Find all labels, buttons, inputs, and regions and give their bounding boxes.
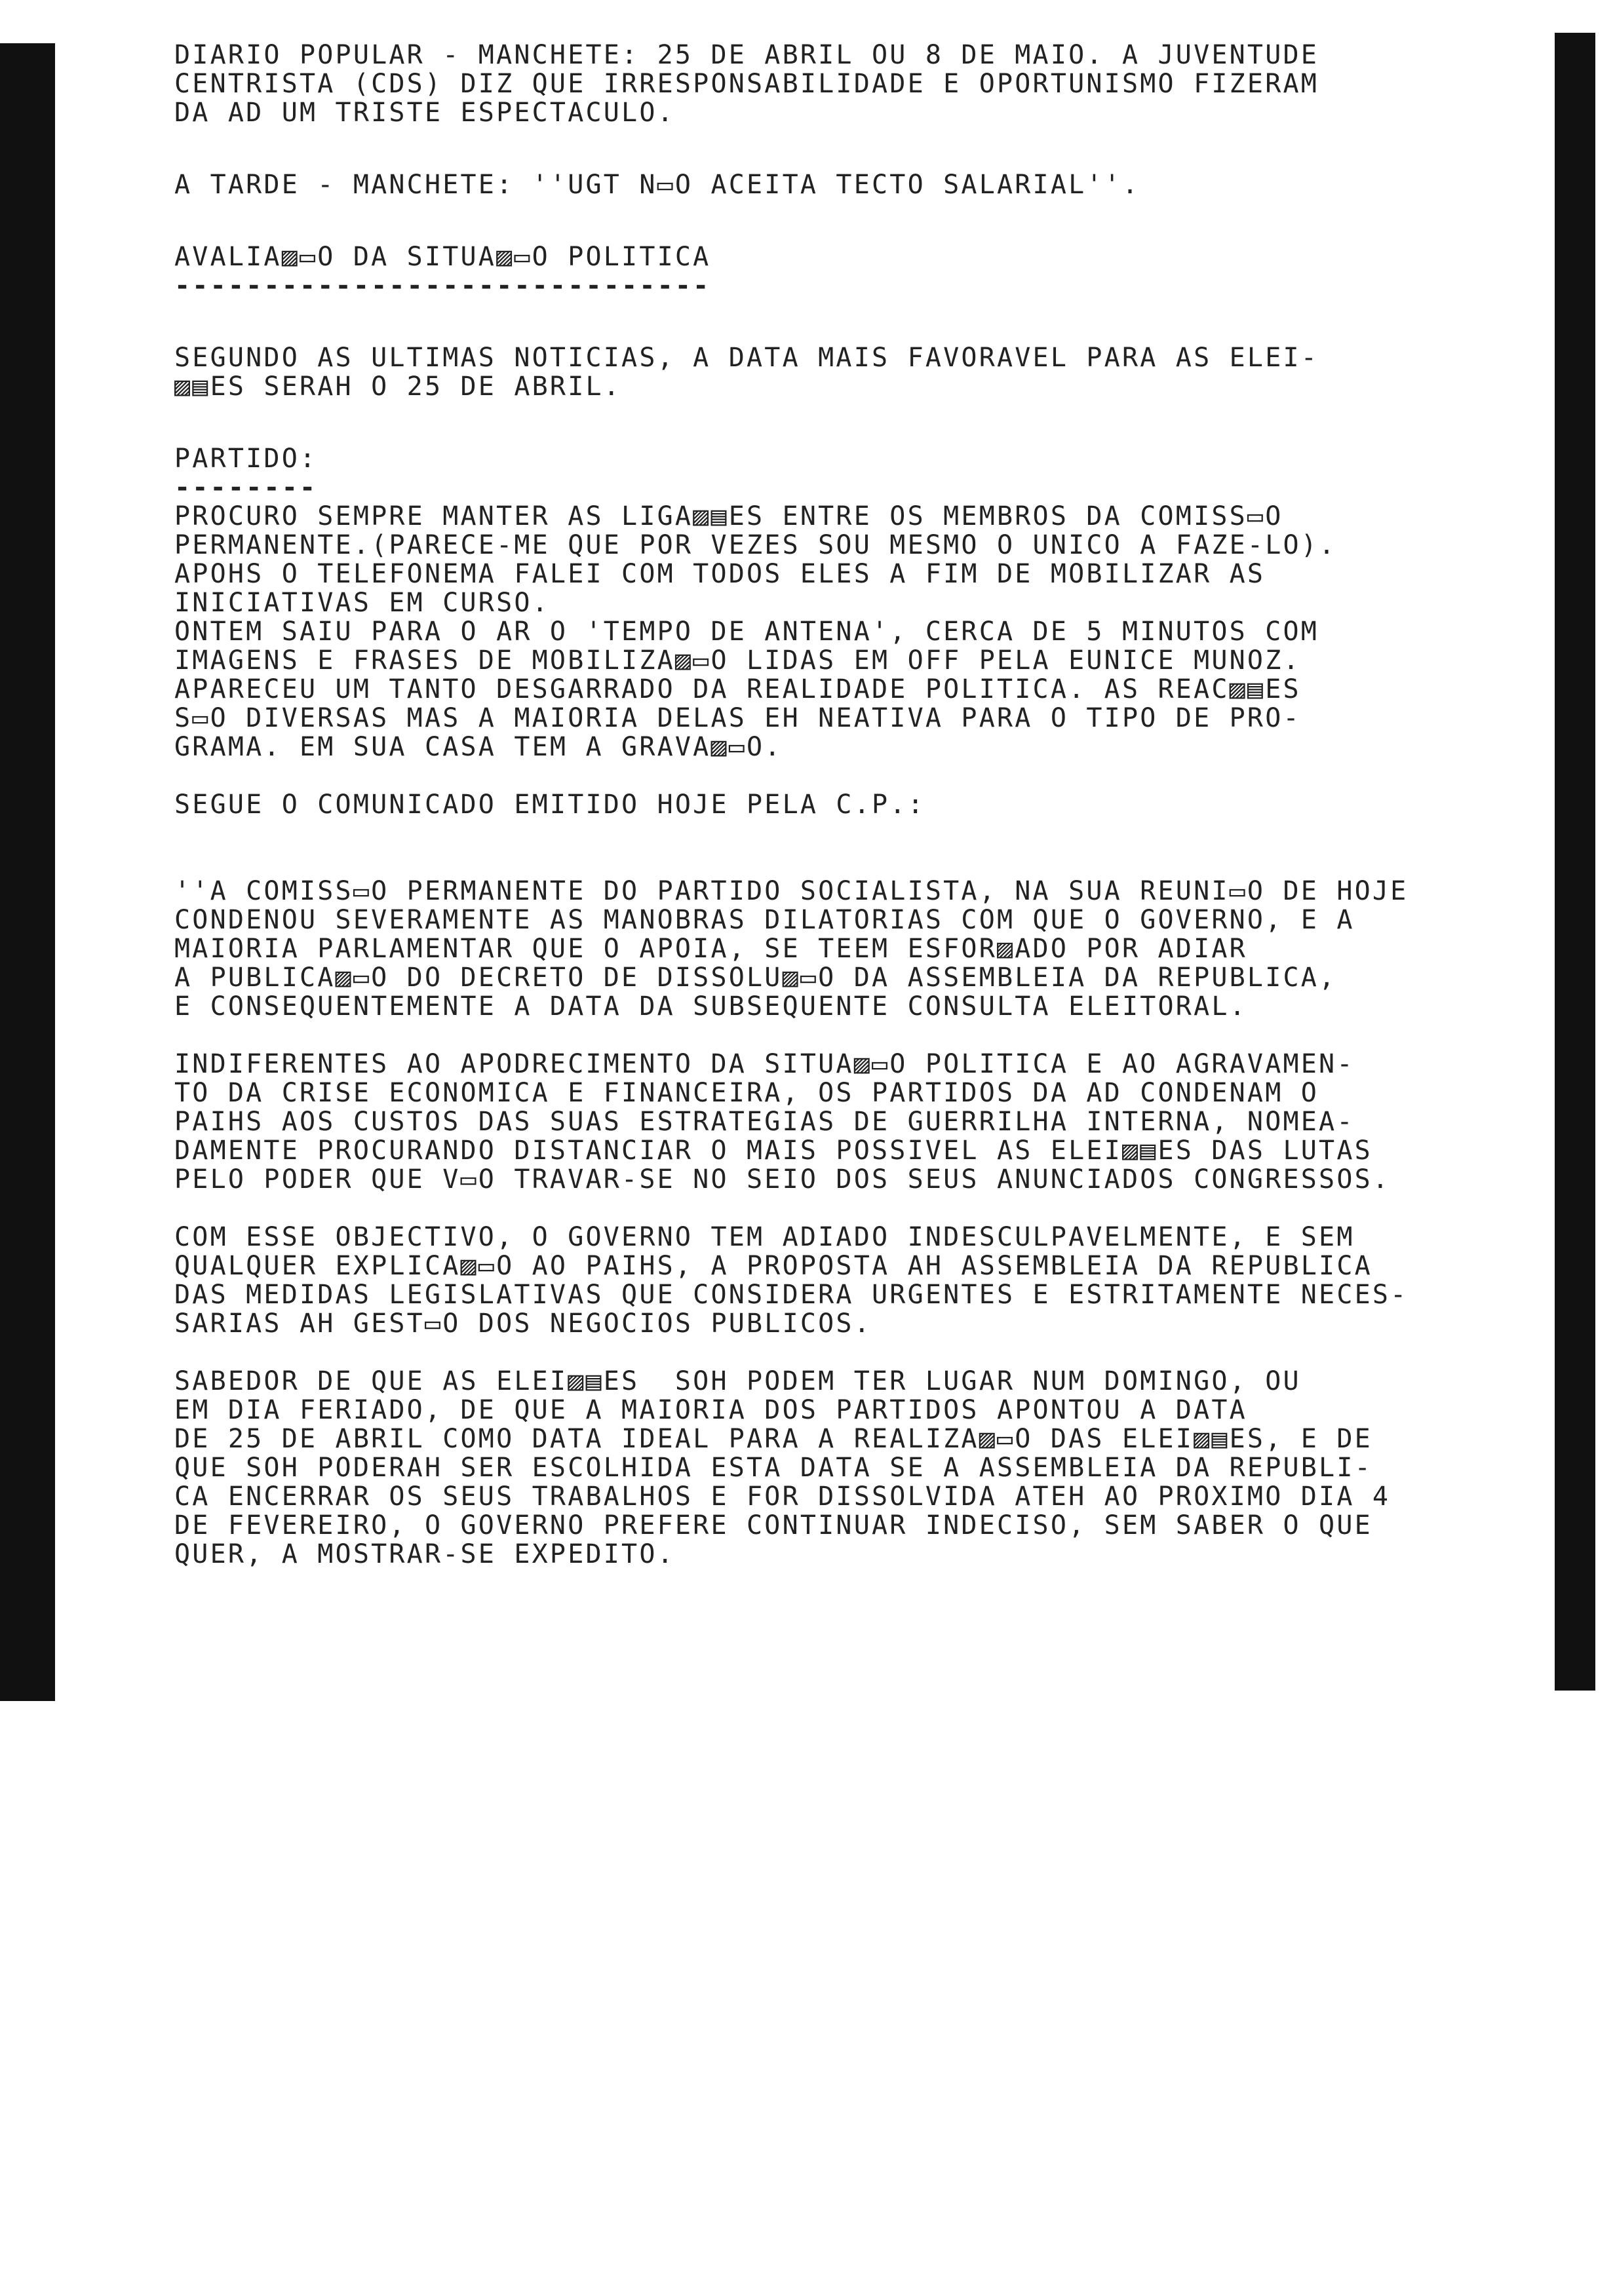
text-line: SABEDOR DE QUE AS ELEI▨▤ES SOH PODEM TER LUGAR NUM DOMINGO, OU xyxy=(174,1366,1301,1396)
text-line: EM DIA FERIADO, DE QUE A MAIORIA DOS PARTIDOS APONTOU A DATA xyxy=(174,1395,1247,1425)
text-line: ONTEM SAIU PARA O AR O 'TEMPO DE ANTENA', CERCA DE 5 MINUTOS COM xyxy=(174,617,1319,647)
text-line: ▨▤ES SERAH O 25 DE ABRIL. xyxy=(174,372,622,402)
text-line: PROCURO SEMPRE MANTER AS LIGA▨▤ES ENTRE OS MEMBROS DA COMISS▭O xyxy=(174,501,1283,531)
text-line: SARIAS AH GEST▭O DOS NEGOCIOS PUBLICOS. xyxy=(174,1309,872,1339)
text-line: INICIATIVAS EM CURSO. xyxy=(174,588,550,618)
text-line: IMAGENS E FRASES DE MOBILIZA▨▭O LIDAS EM OFF PELA EUNICE MUNOZ. xyxy=(174,645,1301,676)
partido-title: PARTIDO: xyxy=(174,444,318,474)
text-line: QUER, A MOSTRAR-SE EXPEDITO. xyxy=(174,1539,675,1569)
text-line: GRAMA. EM SUA CASA TEM A GRAVA▨▭O. xyxy=(174,732,783,762)
text-line: QUALQUER EXPLICA▨▭O AO PAIHS, A PROPOSTA AH ASSEMBLEIA DA REPUBLICA xyxy=(174,1251,1372,1281)
text-line: TO DA CRISE ECONOMICA E FINANCEIRA, OS PARTIDOS DA AD CONDENAM O xyxy=(174,1078,1319,1108)
partido-underline: -------- xyxy=(174,472,318,503)
text-line: CA ENCERRAR OS SEUS TRABALHOS E FOR DISSOLVIDA ATEH AO PROXIMO DIA 4 xyxy=(174,1482,1391,1512)
comunicado-paragraph-3 xyxy=(174,1223,1544,1338)
typewritten-document xyxy=(174,41,1544,1569)
text-line: DE 25 DE ABRIL COMO DATA IDEAL PARA A REALIZA▨▭O DAS ELEI▨▤ES, E DE xyxy=(174,1424,1372,1454)
text-line: DIARIO POPULAR - MANCHETE: 25 DE ABRIL OU 8 DE MAIO. A JUVENTUDE xyxy=(174,40,1319,70)
text-line: ''A COMISS▭O PERMANENTE DO PARTIDO SOCIALISTA, NA SUA REUNI▭O DE HOJE xyxy=(174,876,1409,906)
comunicado-paragraph-2 xyxy=(174,1050,1544,1194)
scan-edge-left xyxy=(0,43,55,1701)
text-line: APARECEU UM TANTO DESGARRADO DA REALIDADE POLITICA. AS REAC▨▤ES xyxy=(174,674,1301,704)
section-underline: ------------------------------ xyxy=(174,271,711,301)
text-line: COM ESSE OBJECTIVO, O GOVERNO TEM ADIADO INDESCULPAVELMENTE, E SEM xyxy=(174,1222,1355,1252)
text-line: CENTRISTA (CDS) DIZ QUE IRRESPONSABILIDADE E OPORTUNISMO FIZERAM xyxy=(174,69,1319,99)
text-line: MAIORIA PARLAMENTAR QUE O APOIA, SE TEEM ESFOR▨ADO POR ADIAR xyxy=(174,934,1247,964)
eleicoes-paragraph xyxy=(174,343,1544,401)
text-line: S▭O DIVERSAS MAS A MAIORIA DELAS EH NEATIVA PARA O TIPO DE PRO- xyxy=(174,703,1301,733)
partido-paragraph xyxy=(174,502,1544,761)
text-line: DAS MEDIDAS LEGISLATIVAS QUE CONSIDERA URGENTES E ESTRITAMENTE NECES- xyxy=(174,1280,1409,1310)
text-line: QUE SOH PODERAH SER ESCOLHIDA ESTA DATA SE A ASSEMBLEIA DA REPUBLI- xyxy=(174,1453,1372,1483)
header-paragraph xyxy=(174,41,1544,127)
text-line: DA AD UM TRISTE ESPECTACULO. xyxy=(174,98,675,128)
comunicado-paragraph-4 xyxy=(174,1367,1544,1569)
comunicado-paragraph-1 xyxy=(174,877,1544,1021)
tarde-headline: A TARDE - MANCHETE: ''UGT N▭O ACEITA TECTO SALARIAL''. xyxy=(174,170,1140,200)
comunicado-intro: SEGUE O COMUNICADO EMITIDO HOJE PELA C.P.: xyxy=(174,790,925,820)
text-line: DAMENTE PROCURANDO DISTANCIAR O MAIS POSSIVEL AS ELEI▨▤ES DAS LUTAS xyxy=(174,1136,1372,1166)
section-title: AVALIA▨▭O DA SITUA▨▭O POLITICA xyxy=(174,242,711,272)
scan-edge-right xyxy=(1555,33,1595,1691)
text-line: SEGUNDO AS ULTIMAS NOTICIAS, A DATA MAIS FAVORAVEL PARA AS ELEI- xyxy=(174,343,1319,373)
text-line: DE FEVEREIRO, O GOVERNO PREFERE CONTINUAR INDECISO, SEM SABER O QUE xyxy=(174,1510,1372,1540)
text-line: PELO PODER QUE V▭O TRAVAR-SE NO SEIO DOS SEUS ANUNCIADOS CONGRESSOS. xyxy=(174,1164,1391,1195)
text-line: E CONSEQUENTEMENTE A DATA DA SUBSEQUENTE CONSULTA ELEITORAL. xyxy=(174,991,1247,1022)
text-line: APOHS O TELEFONEMA FALEI COM TODOS ELES A FIM DE MOBILIZAR AS xyxy=(174,559,1266,589)
text-line: A PUBLICA▨▭O DO DECRETO DE DISSOLU▨▭O DA ASSEMBLEIA DA REPUBLICA, xyxy=(174,963,1337,993)
text-line: INDIFERENTES AO APODRECIMENTO DA SITUA▨▭O POLITICA E AO AGRAVAMEN- xyxy=(174,1049,1355,1079)
text-line: CONDENOU SEVERAMENTE AS MANOBRAS DILATORIAS COM QUE O GOVERNO, E A xyxy=(174,905,1355,935)
text-line: PAIHS AOS CUSTOS DAS SUAS ESTRATEGIAS DE GUERRILHA INTERNA, NOMEA- xyxy=(174,1107,1355,1137)
text-line: PERMANENTE.(PARECE-ME QUE POR VEZES SOU MESMO O UNICO A FAZE-LO). xyxy=(174,530,1337,560)
